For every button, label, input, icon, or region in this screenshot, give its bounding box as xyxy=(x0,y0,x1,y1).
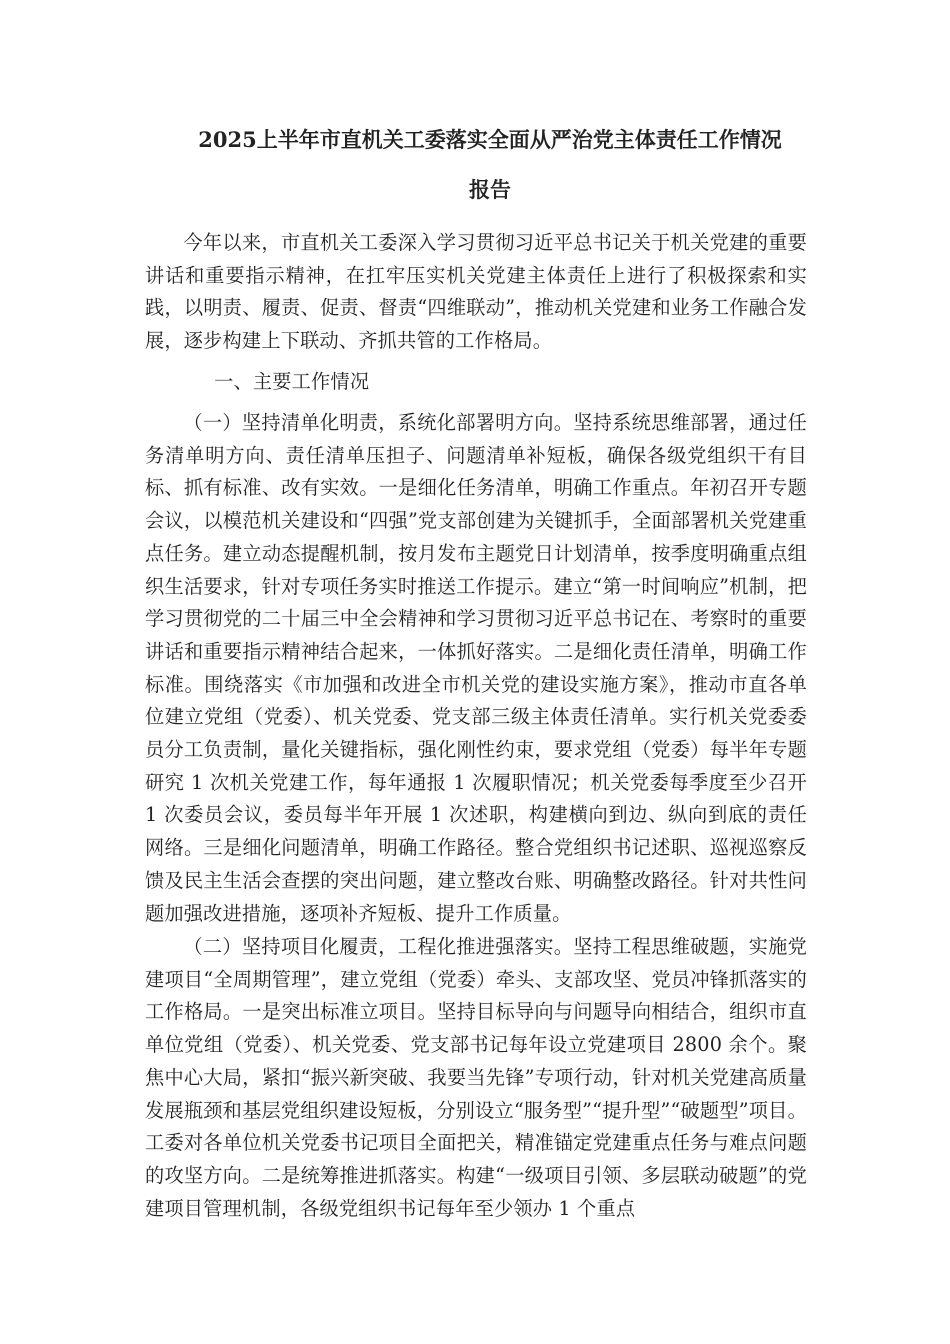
document-title-continued: 报告 xyxy=(469,177,511,202)
document-title: 2025上半年市直机关工委落实全面从严治党主体责任工作情况 xyxy=(198,127,782,152)
intro-paragraph: 今年以来，市直机关工委深入学习贯彻习近平总书记关于机关党建的重要讲话和重要指示精神，在扛牢压实机关党建主体责任上进行了积极探索和实践，以明责、履责、促责、督责“四维联动”，推动机关党建和业务工作融合发展，逐步构建上下联动、齐抓共管的工作格局。 xyxy=(145,231,807,353)
body-paragraph-1: （一）坚持清单化明责，系统化部署明方向。坚持系统思维部署，通过任务清单明方向、责任清单压担子、问题清单补短板，确保各级党组织干有目标、抓有标准、改有实效。一是细化任务清单，明确工作重点。年初召开专题会议，以模范机关建设和“四强”党支部创建为关键抓手，全面部署机关党建重点任务。建立动态提醒机制，按月发布主题党日计划清单，按季度明确重点组织生活要求，针对专项任务实时推送工作提示。建立“第一时间响应”机制，把学习贯彻党的二十届三中全会精神和学习贯彻习近平总书记在、考察时的重要讲话和重要指示精神结合起来，一体抓好落实。二是细化责任清单，明确工作标准。围绕落实《市加强和改进全市机关党的建设实施方案》，推动市直各单位建立党组（党委）、机关党委、党支部三级主体责任清单。实行机关党委委员分工负责制，量化关键指标，强化刚性约束，要求党组（党委）每半年专题研究 1 次机关党建工作，每年通报 1 次履职情况；机关党委每季度至少召开 1 次委员会议，委员每半年开展 1 次述职，构建横向到边、纵向到底的责任网络。三是细化问题清单，明确工作路径。整合党组织书记述职、巡视巡察反馈及民主生活会查摆的突出问题，建立整改台账、明确整改路径。针对共性问题加强改进措施，逐项补齐短板、提升工作质量。 xyxy=(145,411,807,925)
section-heading: 一、主要工作情况 xyxy=(214,370,370,393)
body-paragraph-2: （二）坚持项目化履责，工程化推进强落实。坚持工程思维破题，实施党建项目“全周期管理”，建立党组（党委）牵头、支部攻坚、党员冲锋抓落实的工作格局。一是突出标准立项目。坚持目标导向与问题导向相结合，组织市直单位党组（党委）、机关党委、党支部书记每年设立党建项目 2800 余个。聚焦中心大局，紧扣“振兴新突破、我要当先锋”专项行动，针对机关党建高质量发展瓶颈和基层党组织建设短板，分别设立“服务型”“提升型”“破题型”项目。工委对各单位机关党委书记项目全面把关，精准锚定党建重点任务与难点问题的攻坚方向。二是统筹推进抓落实。构建“一级项目引领、多层联动破题”的党建项目管理机制，各级党组织书记每年至少领办 1 个重点 xyxy=(145,935,807,1220)
